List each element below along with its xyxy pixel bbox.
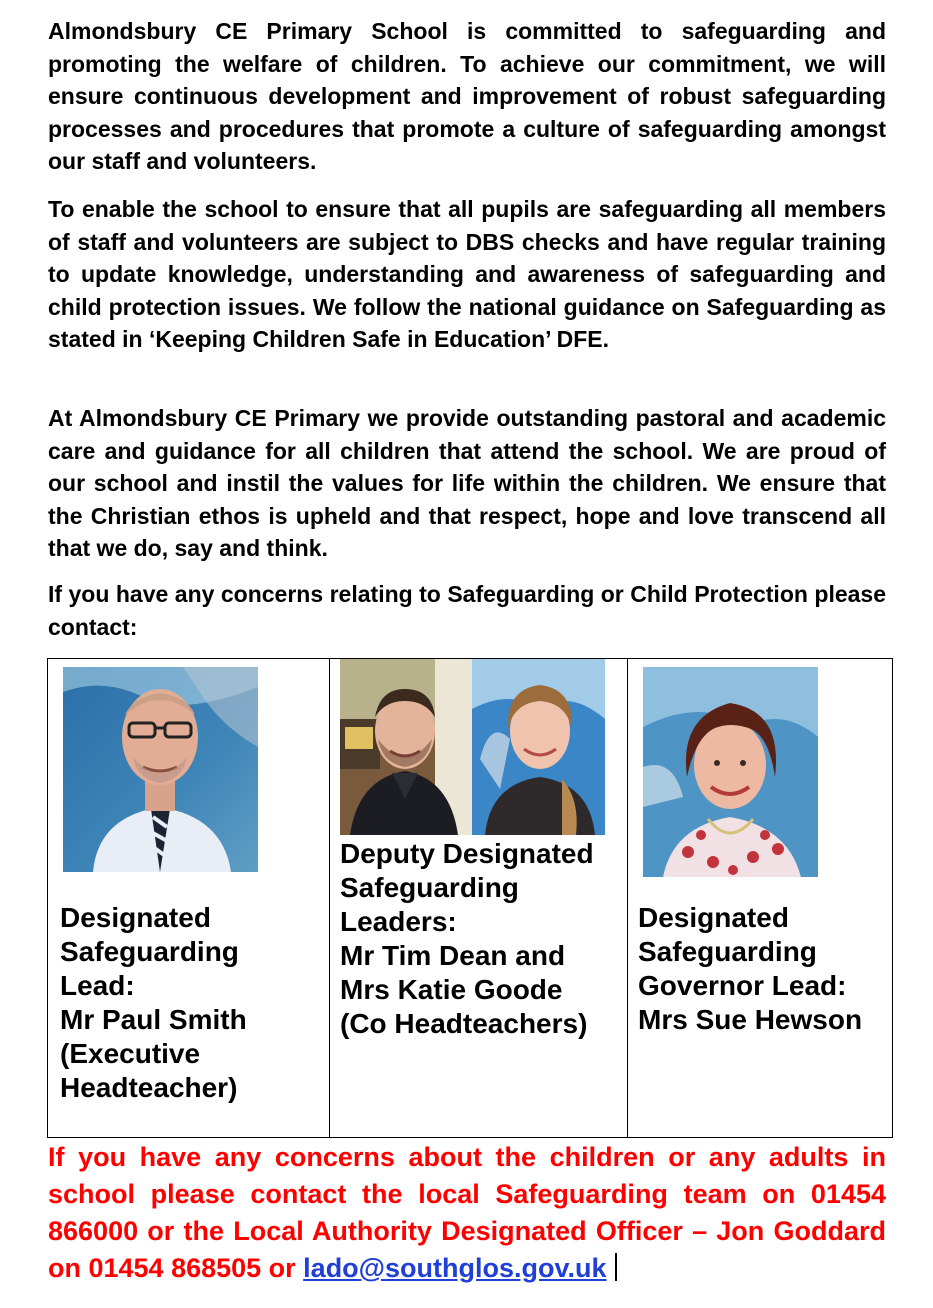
man-portrait-icon	[63, 667, 258, 872]
deputies-cell	[330, 659, 628, 1138]
safeguarding-team-notice	[48, 1139, 886, 1287]
deputies-role-line3: Leaders:	[340, 906, 457, 937]
two-people-portrait-icon	[340, 659, 605, 835]
concerns-intro: If you have any concerns relating to Safeguarding or Child Protection please contact:	[48, 581, 886, 640]
dsl-name: Mr Paul Smith	[60, 1004, 247, 1035]
governor-role-line3: Governor Lead:	[638, 970, 847, 1001]
woman-portrait-icon	[643, 667, 818, 877]
notice-text: If you have any concerns about the children or any adults in school please contact the local Safeguarding team on 01454 866000 or the Local Authority Designated Officer – Jon Goddard on 01454 868505 or	[48, 1142, 886, 1283]
deputies-role-line1: Deputy Designated	[340, 838, 594, 869]
pastoral-paragraph: At Almondsbury CE Primary we provide outstanding pastoral and academic care and guidance for all children that attend the school. We are proud of our school and instil the values for life within the children. We ensure that the Christian ethos is upheld and that respect, hope and love transcend all that we do, say and think.	[48, 405, 886, 561]
deputies-text	[340, 837, 594, 1041]
governor-role-line1: Designated	[638, 902, 789, 933]
dsl-role-line2: Safeguarding	[60, 936, 239, 967]
governor-cell	[628, 659, 893, 1138]
governor-name: Mrs Sue Hewson	[638, 1004, 863, 1035]
governor-text	[638, 901, 862, 1037]
dsl-role-line1: Designated	[60, 902, 211, 933]
text-cursor	[615, 1253, 617, 1281]
governor-photo	[643, 667, 818, 877]
deputies-role-line2: Safeguarding	[340, 872, 519, 903]
dsl-text	[60, 901, 247, 1105]
governor-role-line2: Safeguarding	[638, 936, 817, 967]
intro-paragraph: Almondsbury CE Primary School is committed to safeguarding and promoting the welfare of children. To achieve our commitment, we will ensure continuous development and improvement of robust safeguarding processes and procedures that promote a culture of safeguarding amongst our staff and volunteers.	[48, 18, 886, 174]
deputies-name-line1: Mr Tim Dean and	[340, 940, 566, 971]
dsl-cell	[48, 659, 330, 1138]
dsl-title-line2: Headteacher)	[60, 1072, 238, 1103]
deputies-title: (Co Headteachers)	[340, 1008, 588, 1039]
dsl-title-line1: (Executive	[60, 1038, 201, 1069]
deputies-photo	[340, 659, 605, 835]
lado-email-link[interactable]: lado@southglos.gov.uk	[303, 1253, 607, 1283]
deputies-name-line2: Mrs Katie Goode	[340, 974, 563, 1005]
dbs-paragraph: To enable the school to ensure that all pupils are safeguarding all members of staff and volunteers are subject to DBS checks and have regular training to update knowledge, understanding and awareness of safeguarding and child protection issues. We follow the national guidance on Safeguarding as stated in ‘Keeping Children Safe in Education’ DFE.	[48, 196, 886, 352]
dsl-photo	[63, 667, 258, 872]
contacts-table	[47, 658, 893, 1138]
dsl-role-line3: Lead:	[60, 970, 135, 1001]
